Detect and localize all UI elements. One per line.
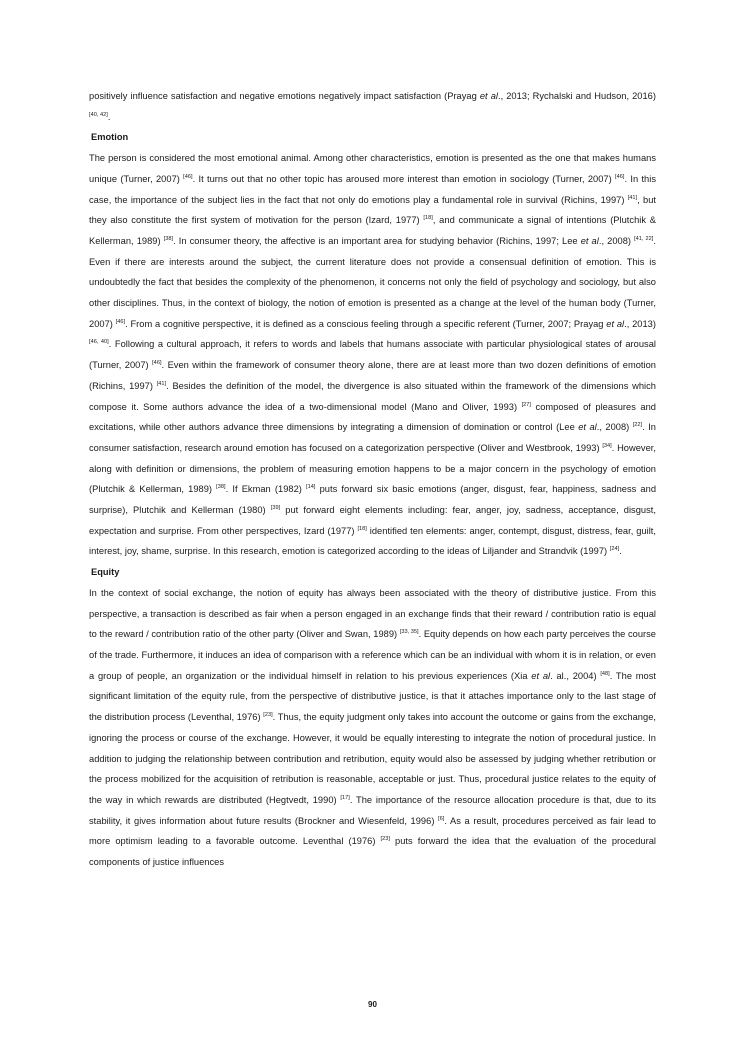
page-content	[89, 86, 656, 873]
page-number: 90	[368, 1000, 377, 1009]
section-heading-emotion: Emotion	[91, 132, 129, 143]
section-heading-equity: Equity	[91, 567, 120, 578]
paragraph-intro: positively influence satisfaction and negative emotions negatively impact satisfaction (Prayag et al., 2013; Rychalski and Hudson, 2016) [40, 42].	[89, 91, 656, 122]
paragraph-emotion: The person is considered the most emotional animal. Among other characteristics, emotion is presented as the one that makes humans unique (Turner, 2007) [46]. It turns out that no other topic has aroused more interest than emotion in sociology (Turner, 2007) [46]. In this case, the importance of the subject lies in the fact that not only do emotions play a fundamental role in survival (Richins, 1997) [41], but they also constitute the first system of motivation for the person (Izard, 1977) [18], and communicate a signal of intentions (Plutchik & Kellerman, 1989) [38]. In consumer theory, the affective is an important area for studying behavior (Richins, 1997; Lee et al., 2008) [41, 22]. Even if there are interests around the subject, the current literature does not provide a consensual definition of emotion. This is undoubtedly the fact that besides the complexity of the phenomenon, it concerns not only the field of psychology and sociology, but also other disciplines. Thus, in the context of biology, the notion of emotion is presented as a change at the level of the human body (Turner, 2007) [46]. From a cognitive perspective, it is defined as a conscious feeling through a specific referent (Turner, 2007; Prayag et al., 2013) [46, 40]. Following a cultural approach, it refers to words and labels that humans associate with particular physiological states of arousal (Turner, 2007) [46]. Even within the framework of consumer theory alone, there are at least more than two dozen definitions of emotion (Richins, 1997) [41]. Besides the definition of the model, the divergence is also situated within the framework of the dimensions which compose it. Some authors advance the idea of a two-dimensional model (Mano and Oliver, 1993) [27] composed of pleasures and excitations, while other authors advance three dimensions by integrating a dimension of domination or control (Lee et al., 2008) [22]. In consumer satisfaction, research around emotion has focused on a categorization perspective (Oliver and Westbrook, 1993) [34]. However, along with definition or dimensions, the problem of measuring emotion happens to be a major concern in the psychology of emotion (Plutchik & Kellerman, 1989) [38]. If Ekman (1982) [14] puts forward six basic emotions (anger, disgust, fear, happiness, sadness and surprise), Plutchik and Kellerman (1980) [39] put forward eight elements including: fear, anger, joy, sadness, acceptance, disgust, expectation and surprise. From other perspectives, Izard (1977) [18] identified ten elements: anger, contempt, disgust, distress, fear, guilt, interest, joy, shame, surprise. In this research, emotion is categorized according to the ideas of Liljander and Strandvik (1997) [24].	[89, 153, 657, 557]
paragraph-equity: In the context of social exchange, the notion of equity has always been associated with the theory of distributive justice. From this perspective, a transaction is described as fair when a person engaged in an exchange finds that their reward / contribution ratio is equal to the reward / contribution ratio of the other party (Oliver and Swan, 1989) [33, 35]. Equity depends on how each party perceives the course of the trade. Furthermore, it induces an idea of comparison with a reference which can be an individual with whom it is in relation, or even a group of people, an organization or the individual himself in relation to his previous experiences (Xia et al. al., 2004) [48]. The most significant limitation of the equity rule, from the perspective of distributive justice, is that it attaches importance only to the last stage of the distribution process (Leventhal, 1976) [23]. Thus, the equity judgment only takes into account the outcome or gains from the exchange, ignoring the process or course of the exchange. However, it would be equally interesting to integrate the notion of procedural justice. In addition to judging the relationship between contribution and retribution, equity would also be assessed by judging whether retribution or the process mobilized for the acquisition of retribution is reasonable, acceptable or just. Thus, procedural justice relates to the equity of the way in which rewards are distributed (Hegtvedt, 1990) [17]. The importance of the resource allocation procedure is that, due to its stability, it gives information about future results (Brockner and Wiesenfeld, 1996) [6]. As a result, procedures perceived as fair lead to more optimism leading to a favorable outcome. Leventhal (1976) [23] puts forward the idea that the evaluation of the procedural components of justice influences	[89, 587, 657, 868]
